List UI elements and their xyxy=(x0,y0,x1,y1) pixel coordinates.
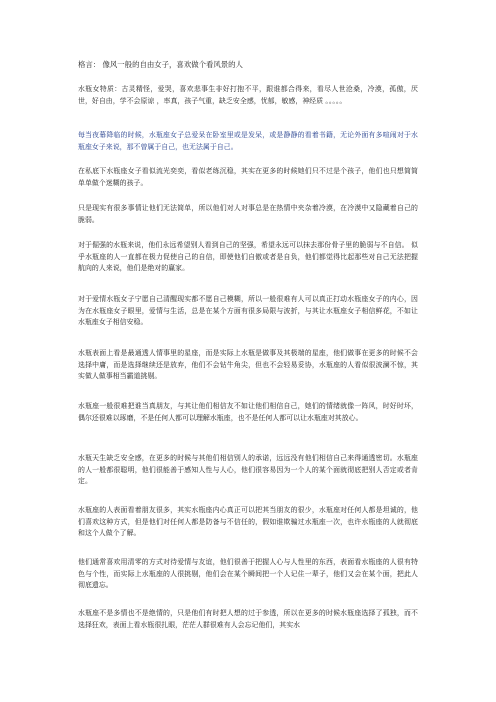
motto-line: 格言： 像风一般的自由女子，喜欢做个看风景的人 xyxy=(78,60,243,69)
paragraph-clearing: 他们通常喜欢用清零的方式对待爱情与友谊，他们很善于把握人心与人性里的东西，表面看水瓶座的人很有特色与个性，而实际上水瓶座的人很挑剔，他们会在某个瞬间把一个人记住一辈子，他们又会在某个面，把此人彻底遗忘。 xyxy=(78,558,418,589)
paragraph-traits: 水瓶女特质：古灵精怪，爱哭，喜欢悲事生非好打抱不平，跟谁都合得来，看尽人世沧桑，冷漠，孤傲，厌世，好自由，学不会原谅 ，率真，孩子气重，缺乏安全感，忧郁，敏感，神经质 。。。。。 xyxy=(78,85,418,105)
paragraph-extreme: 水瓶表面上看是最通透人情事里的星座，而是实际上水瓶是做事及其极端的星座，他们做事在更多的时候不会选择中庸，而是选择继续还是放弃，他们不会钻牛角尖，但也不会轻易妥协，水瓶座的人看似很波澜不惊，其实做人做事相当霸道挑剔。 xyxy=(78,349,418,380)
paragraph-honesty: 水瓶座的人表面看着朋友很多，其实水瓶座内心真正可以把其当朋友的很少，水瓶座对任何人都是坦诚的，他们喜欢这种方式，但是他们对任何人都是防备与不信任的，假如谁欺骗过水瓶座一次，也许水瓶座的人就彻底和这个人做个了解。 xyxy=(78,506,418,537)
paragraph-love: 对于爱情水瓶女子宁愿自己清醒现实都不愿自己模糊，所以一般很难有人可以真正打动水瓶座女子的内心，因为在水瓶座女子眼里，爱情与生活，总是在某个方面有很多局限与波折，与其让水瓶座女子相信鲜花，不如让水瓶座女子相信安稳。 xyxy=(78,295,418,326)
paragraph-night: 每当夜幕降临的时候，水瓶座女子总爱呆在卧室里或是发呆，或是静静的看着书籍，无论外面有多喧闹对于水瓶座女子来说，那不曾属于自己，也无法属于自己。 xyxy=(78,131,418,151)
paragraph-friends: 水瓶座一般很难把谁当真朋友，与其让他们相信友不如让他们相信自己，她们的情绪就像一阵风，时好时坏，偶尔还很难以琢磨，不是任何人都可以理解水瓶座，也不是任何人都可以让水瓶座对其放心。 xyxy=(78,402,418,422)
paragraph-reality: 只是现实有很多事情让他们无法简单，所以他们对人对事总是在热情中夹杂着冷漠，在冷漠中又隐藏着自己的脆弱。 xyxy=(78,204,418,224)
paragraph-lonely: 水瓶座不是多情也不是绝情的，只是他们有时把人想的过于参透，所以在更多的时候水瓶座选择了孤独，而不选择狂欢，表面上看水瓶很扎眼，茫茫人群很难有人会忘记他们，其实水 xyxy=(78,609,418,629)
paragraph-private: 在私底下水瓶座女子看似流光奕奕，看似老练沉稳，其实在更多的时候她们只不过是个孩子，他们也只想简简单单做个迷糊的孩子。 xyxy=(78,167,418,187)
paragraph-security: 水瓶天生缺乏安全感，在更多的时候与其他们相信别人的承诺，远远没有他们相信自己来得通透密切。水瓶座的人一般都很聪明，他们很能善于感知人性与人心，他们很容易因为一个人的某个面就彻底把别人否定或者肯定。 xyxy=(78,454,418,485)
paragraph-stubborn: 对于倔强的水瓶来说，他们永远希望别人看到自己的坚强，希望永远可以抹去那份骨子里的脆弱与不自信。 似乎水瓶座的人一直都在极力促使自己的自信，即使他们自傲或者是自负，他们都觉得比起那些对自己无法把握航向的人来说，他们是绝对的赢家。 xyxy=(78,241,418,272)
